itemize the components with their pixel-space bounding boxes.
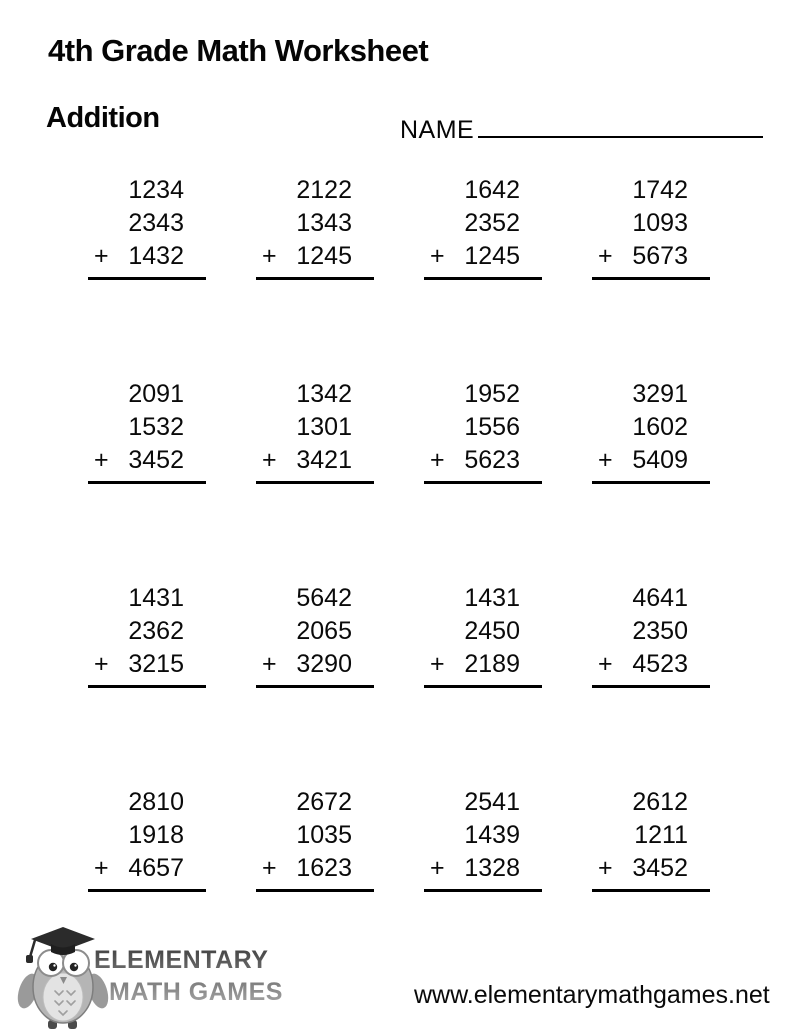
addition-problem-2 bbox=[256, 174, 374, 280]
plus-operator: + bbox=[262, 854, 277, 882]
addend3: 3215 bbox=[128, 650, 184, 678]
addend2: 1211 bbox=[634, 821, 688, 849]
answer-line bbox=[424, 481, 542, 484]
logo-line1: ELEMENTARY bbox=[94, 946, 269, 974]
addition-problem-7 bbox=[424, 378, 542, 484]
addend2: 1343 bbox=[296, 209, 352, 237]
logo-wordmark bbox=[94, 944, 283, 1008]
plus-operator: + bbox=[598, 650, 613, 678]
addend3: 5673 bbox=[632, 242, 688, 270]
addend1: 5642 bbox=[296, 584, 352, 612]
addend1: 1234 bbox=[128, 176, 184, 204]
addend3: 4657 bbox=[128, 854, 184, 882]
logo-line2: MATH GAMES bbox=[109, 978, 283, 1006]
addend2: 1439 bbox=[464, 821, 520, 849]
name-label: NAME bbox=[400, 116, 475, 144]
plus-operator: + bbox=[430, 446, 445, 474]
addend1: 2810 bbox=[128, 788, 184, 816]
answer-line bbox=[592, 685, 710, 688]
addend2: 2065 bbox=[296, 617, 352, 645]
addend1: 1642 bbox=[464, 176, 520, 204]
addend2: 2362 bbox=[128, 617, 184, 645]
addition-problem-1 bbox=[88, 174, 206, 280]
plus-operator: + bbox=[262, 242, 277, 270]
name-field bbox=[400, 111, 763, 145]
addend2: 2450 bbox=[464, 617, 520, 645]
addition-problem-8 bbox=[592, 378, 710, 484]
addend1: 2091 bbox=[128, 380, 184, 408]
addition-problem-13 bbox=[88, 786, 206, 892]
answer-line bbox=[424, 277, 542, 280]
addition-problem-15 bbox=[424, 786, 542, 892]
addend2: 1035 bbox=[296, 821, 352, 849]
plus-operator: + bbox=[94, 446, 109, 474]
addend1: 1742 bbox=[632, 176, 688, 204]
addition-problem-5 bbox=[88, 378, 206, 484]
addend3: 1245 bbox=[464, 242, 520, 270]
addend3: 3290 bbox=[296, 650, 352, 678]
addend2: 1301 bbox=[296, 413, 352, 441]
addend1: 1342 bbox=[296, 380, 352, 408]
addend3: 3421 bbox=[296, 446, 352, 474]
addition-problem-9 bbox=[88, 582, 206, 688]
addend3: 5409 bbox=[632, 446, 688, 474]
answer-line bbox=[256, 277, 374, 280]
answer-line bbox=[256, 685, 374, 688]
addend1: 2122 bbox=[296, 176, 352, 204]
addend2: 2352 bbox=[464, 209, 520, 237]
plus-operator: + bbox=[94, 650, 109, 678]
problems-grid bbox=[88, 174, 710, 892]
addend1: 2541 bbox=[464, 788, 520, 816]
website-url: www.elementarymathgames.net bbox=[414, 981, 770, 1009]
plus-operator: + bbox=[94, 242, 109, 270]
addend3: 5623 bbox=[464, 446, 520, 474]
plus-operator: + bbox=[598, 854, 613, 882]
addend2: 1918 bbox=[128, 821, 184, 849]
addition-problem-6 bbox=[256, 378, 374, 484]
addend2: 1093 bbox=[632, 209, 688, 237]
answer-line bbox=[424, 889, 542, 892]
addend3: 1328 bbox=[464, 854, 520, 882]
addend3: 1245 bbox=[296, 242, 352, 270]
addition-problem-10 bbox=[256, 582, 374, 688]
addend2: 2350 bbox=[632, 617, 688, 645]
addend1: 4641 bbox=[632, 584, 688, 612]
answer-line bbox=[592, 889, 710, 892]
addend3: 2189 bbox=[464, 650, 520, 678]
addend1: 1952 bbox=[464, 380, 520, 408]
plus-operator: + bbox=[430, 854, 445, 882]
addition-problem-12 bbox=[592, 582, 710, 688]
answer-line bbox=[88, 889, 206, 892]
answer-line bbox=[592, 277, 710, 280]
addend3: 1432 bbox=[128, 242, 184, 270]
addition-problem-16 bbox=[592, 786, 710, 892]
plus-operator: + bbox=[430, 650, 445, 678]
addend1: 1431 bbox=[128, 584, 184, 612]
addend3: 3452 bbox=[128, 446, 184, 474]
plus-operator: + bbox=[262, 446, 277, 474]
addend3: 1623 bbox=[296, 854, 352, 882]
plus-operator: + bbox=[430, 242, 445, 270]
answer-line bbox=[88, 685, 206, 688]
name-blank-line bbox=[478, 111, 763, 138]
answer-line bbox=[256, 889, 374, 892]
addend1: 1431 bbox=[464, 584, 520, 612]
addition-problem-11 bbox=[424, 582, 542, 688]
addition-problem-4 bbox=[592, 174, 710, 280]
addend3: 4523 bbox=[632, 650, 688, 678]
section-heading: Addition bbox=[46, 102, 160, 134]
addend1: 2672 bbox=[296, 788, 352, 816]
addend2: 1532 bbox=[128, 413, 184, 441]
addend2: 1602 bbox=[632, 413, 688, 441]
answer-line bbox=[256, 481, 374, 484]
plus-operator: + bbox=[598, 242, 613, 270]
addend3: 3452 bbox=[632, 854, 688, 882]
addition-problem-3 bbox=[424, 174, 542, 280]
page-title: 4th Grade Math Worksheet bbox=[48, 33, 429, 68]
answer-line bbox=[88, 277, 206, 280]
addend2: 2343 bbox=[128, 209, 184, 237]
plus-operator: + bbox=[262, 650, 277, 678]
plus-operator: + bbox=[94, 854, 109, 882]
addend1: 2612 bbox=[632, 788, 688, 816]
answer-line bbox=[88, 481, 206, 484]
addition-problem-14 bbox=[256, 786, 374, 892]
addend2: 1556 bbox=[464, 413, 520, 441]
addend1: 3291 bbox=[632, 380, 688, 408]
answer-line bbox=[592, 481, 710, 484]
plus-operator: + bbox=[598, 446, 613, 474]
answer-line bbox=[424, 685, 542, 688]
